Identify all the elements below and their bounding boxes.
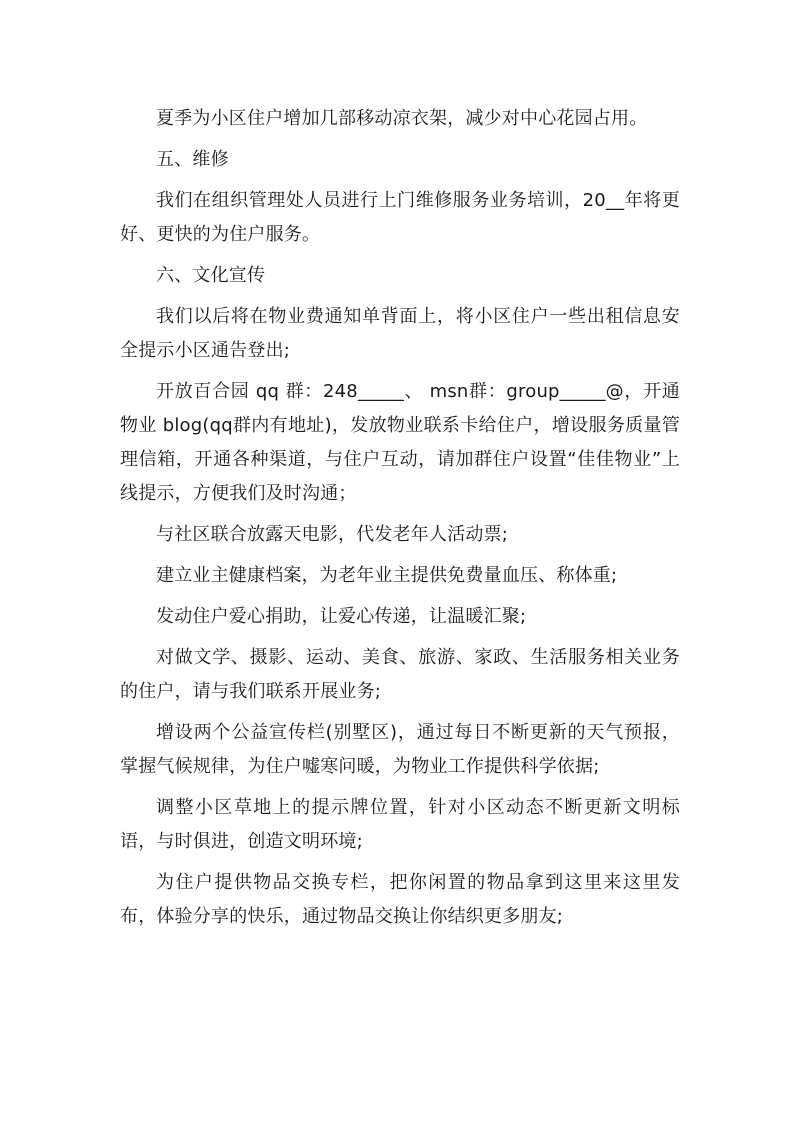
section-heading-maintenance: 五、维修 [156,149,229,170]
document-body [120,102,680,941]
paragraph-online-groups: 开放百合园 qq 群：248_____、 msn群：group_____@，开通物业 blog(qq群内有地址)，发放物业联系卡给住户，增设服务质量管理信箱，开通各种渠道，与住户互动，请加群住户设置“佳佳物业”上线提示，方便我们及时沟通； [120,381,680,504]
paragraph-rental-notice: 我们以后将在物业费通知单背面上，将小区住户一些出租信息安全提示小区通告登出; [120,306,680,361]
paragraph-sign-adjustment: 调整小区草地上的提示牌位置，针对小区动态不断更新文明标语，与时俱进，创造文明环境; [120,797,680,852]
paragraph-bulletin-boards: 增设两个公益宣传栏(别墅区)，通过每日不断更新的天气预报，掌握气候规律，为住户嘘寒问暖，为物业工作提供科学依据; [120,722,680,777]
paragraph-donation: 发动住户爱心捐助，让爱心传递，让温暖汇聚; [156,606,527,627]
section-heading-culture: 六、文化宣传 [156,265,266,286]
paragraph-health-records: 建立业主健康档案，为老年业主提供免费量血压、称体重; [156,565,618,586]
paragraph-clothes-rack: 夏季为小区住户增加几部移动凉衣架，减少对中心花园占用。 [156,108,648,129]
paragraph-item-exchange: 为住户提供物品交换专栏，把你闲置的物品拿到这里来这里发布，体验分享的快乐，通过物品交换让你结织更多朋友; [120,872,680,927]
paragraph-business-contact: 对做文学、摄影、运动、美食、旅游、家政、生活服务相关业务的住户，请与我们联系开展业务; [120,647,680,702]
paragraph-outdoor-movie: 与社区联合放露天电影，代发老年人活动票; [156,524,509,545]
paragraph-maintenance-training: 我们在组织管理处人员进行上门维修服务业务培训，20__年将更好、更快的为住户服务。 [120,190,680,245]
